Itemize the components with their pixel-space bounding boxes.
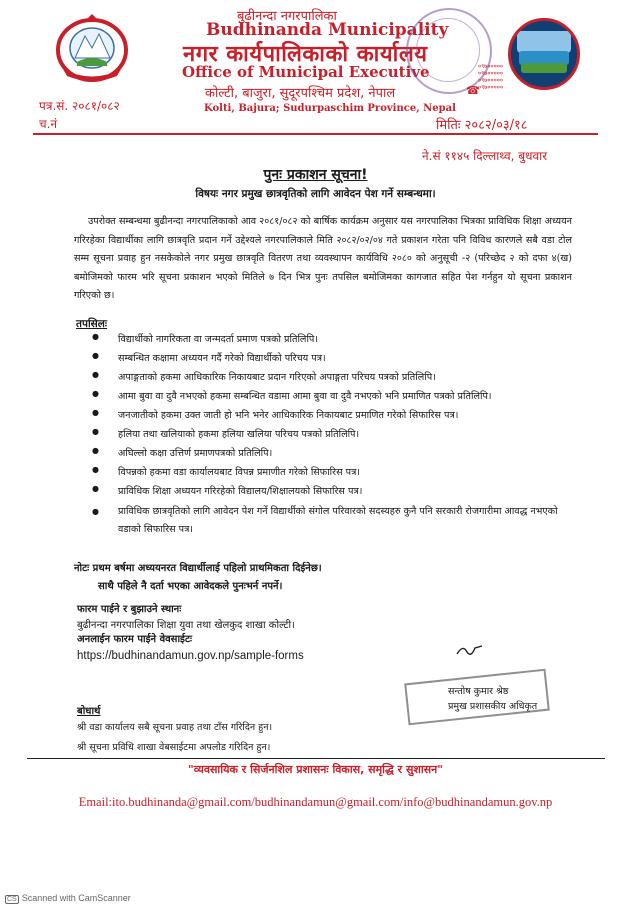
- office-name-english: Office of Municipal Executive: [182, 63, 430, 81]
- cc-item: श्री सूचना प्रविधि शाखा वेबसाईटमा अपलोड गरिदिन हुन।: [77, 742, 271, 753]
- phone-numbers: ०९७००००० ०९७००००० ०९७००००० ०९७०००००: [478, 63, 503, 91]
- required-documents-list: [92, 332, 572, 539]
- list-item: ● प्राविधिक शिक्षा अध्ययन गरिरहेको विद्यालय/शिक्षालयको सिफारिस पत्र।: [92, 484, 572, 497]
- form-location-heading: फारम पाईने र बुझाउने स्थानः: [77, 604, 182, 615]
- list-item: ● अघिल्लो कक्षा उत्तिर्ण प्रमाणपत्रको प्रतिलिपि।: [92, 446, 572, 459]
- footer-divider: [27, 758, 605, 759]
- cc-item: श्री वडा कार्यालय सबै सूचना प्रवाह तथा टाँस गरिदिन हुन।: [77, 722, 273, 733]
- dispatch-number: च.नं: [39, 117, 58, 131]
- list-item: ● अपाङ्गताको हकमा आधिकारिक निकायबाट प्रदान गरिएको अपाङ्गता परिचय पत्रको प्रतिलिपि।: [92, 370, 572, 383]
- municipality-name-english: Budhinanda Municipality: [206, 20, 449, 40]
- office-stamp-inner-ring: [416, 18, 480, 82]
- letter-date: मितिः २०८२/०३/१८: [436, 118, 528, 133]
- signature-mark: [455, 642, 485, 658]
- address-english: Kolti, Bajura; Sudurpaschim Province, Nepal: [204, 103, 456, 114]
- address-nepali: कोल्टी, बाजुरा, सुदूरपश्चिम प्रदेश, नेपाल: [205, 86, 396, 101]
- list-item: ● हलिया तथा खलियाको हकमा हलिया खलिया परिचय पत्रको प्रतिलिपि।: [92, 427, 572, 440]
- scanner-watermark: CS Scanned with CamScanner: [7, 893, 131, 903]
- note-no-reapply: साथै पहिले नै दर्ता भएका आवेदकले पुनःभर्न नपर्ने।: [98, 581, 283, 592]
- notice-title: पुनः प्रकाशन सूचना!: [263, 167, 368, 183]
- list-item: ● सम्बन्धित कक्षामा अध्ययन गर्दै गरेको विद्यार्थीको परिचय पत्र।: [92, 351, 572, 364]
- nepal-emblem-logo: [53, 14, 131, 84]
- list-item: ● विपन्नको हकमा वडा कार्यालयबाट विपन्न प्रमाणीत गरेको सिफारिस पत्र।: [92, 465, 572, 478]
- nepal-sambat-date: ने.सं ११४५ दिल्लाथ्व, बुधवार: [422, 149, 548, 163]
- form-download-link[interactable]: https://budhinandamun.gov.np/sample-forms: [77, 650, 304, 662]
- municipality-name-nepali: बुढीनन्दा नगरपालिका: [237, 9, 337, 24]
- note-priority: नोटः प्रथम बर्षमा अध्ययनरत विद्यार्थीलाई पहिलो प्राथमिकता दिईनेछ।: [74, 563, 322, 574]
- telephone-icon: ☎: [466, 84, 480, 97]
- signatory-name: सन्तोष कुमार श्रेष्ठ: [448, 686, 509, 697]
- list-item: ● विद्यार्थीको नागरिकता वा जन्मदर्ता प्रमाण पत्रको प्रतिलिपि।: [92, 332, 572, 345]
- list-item: ● प्राविधिक छात्रवृतिको लागि आवेदन पेश गर्ने विद्यार्थीको संगोल परिवारको सदस्यहरु कुनै पनि सरकारी रोजगारीमा आवद्ध नभएको वडाको सिफारिस पत्र।: [92, 503, 572, 539]
- footer-emails[interactable]: Email:ito.budhinanda@gmail.com/budhinandamun@gmail.com/info@budhinandamun.gov.np: [78, 795, 553, 809]
- footer-slogan: "व्यवसायिक र सिर्जनशिल प्रशासनः विकास, समृद्धि र सुशासन": [187, 763, 443, 776]
- notice-subject: विषयः नगर प्रमुख छात्रवृतिको लागि आवेदन पेश गर्ने सम्बन्धमा।: [195, 188, 436, 200]
- cc-heading: बोधार्थ: [77, 706, 101, 717]
- details-heading: तपसिलः: [76, 318, 108, 330]
- office-name-nepali: नगर कार्यपालिकाको कार्यालय: [183, 42, 428, 67]
- letter-number: पत्र.सं. २०८१/०८२: [39, 99, 120, 113]
- list-item: ● जनजातीको हकमा उक्त जाती हो भनि भनेर आधिकारिक निकायबाट प्रमाणित गरेको सिफारिस पत्र।: [92, 408, 572, 421]
- list-item: ● आमा बुवा वा दुवै नभएको हकमा सम्बन्धित वडामा आमा बुवा वा दुवै नभएको भनि प्रमाणित पत्रको प्रतिलिपि।: [92, 389, 572, 402]
- signature-stamp: [404, 669, 550, 726]
- header-divider: [33, 133, 598, 135]
- municipality-landscape-logo: [508, 18, 580, 90]
- notice-body-paragraph: उपरोक्त सम्बन्धमा बुढीनन्दा नगरपालिकाको आव २०८१/०८२ को बार्षिक कार्यक्रम अनुसार यस नगरपालिका भित्रका प्राविधिक शिक्षा अध्ययन गरिरहेका विद्यार्थीका लागि छात्रवृति प्रदान गर्ने उद्देश्यले नगरपालिकाले मिति २०८२/०२/०४ गते प्रकाशन गरेता पनि विविध कारणले सबै वडा टोल सम्म सूचना प्रवाह हुन नसकेकोले नगर प्रमुख छात्रवृति वितरण तथा व्यवस्थापन कार्यविधि २०८० को अनुसूची -२ (परिच्छेद २ को दफा ४(ख) बमोजिमको फारम भरि सूचना प्रकाशन भएको मितिले ७ दिन भित्र पुनः तपसिल बमोजिमका कागजात सहित पेश गर्नहुन यो सूचना प्रकाशन गरिएको छ।: [74, 216, 572, 302]
- signatory-title: प्रमुख प्रशासकीय अधिकृत: [448, 701, 538, 712]
- form-location: बुढीनन्दा नगरपालिका शिक्षा युवा तथा खेलकुद शाखा कोल्टी।: [77, 620, 295, 631]
- camscanner-icon: CS: [7, 896, 17, 903]
- online-form-heading: अनलाईन फारम पाईने वेवसाईटः: [77, 634, 193, 645]
